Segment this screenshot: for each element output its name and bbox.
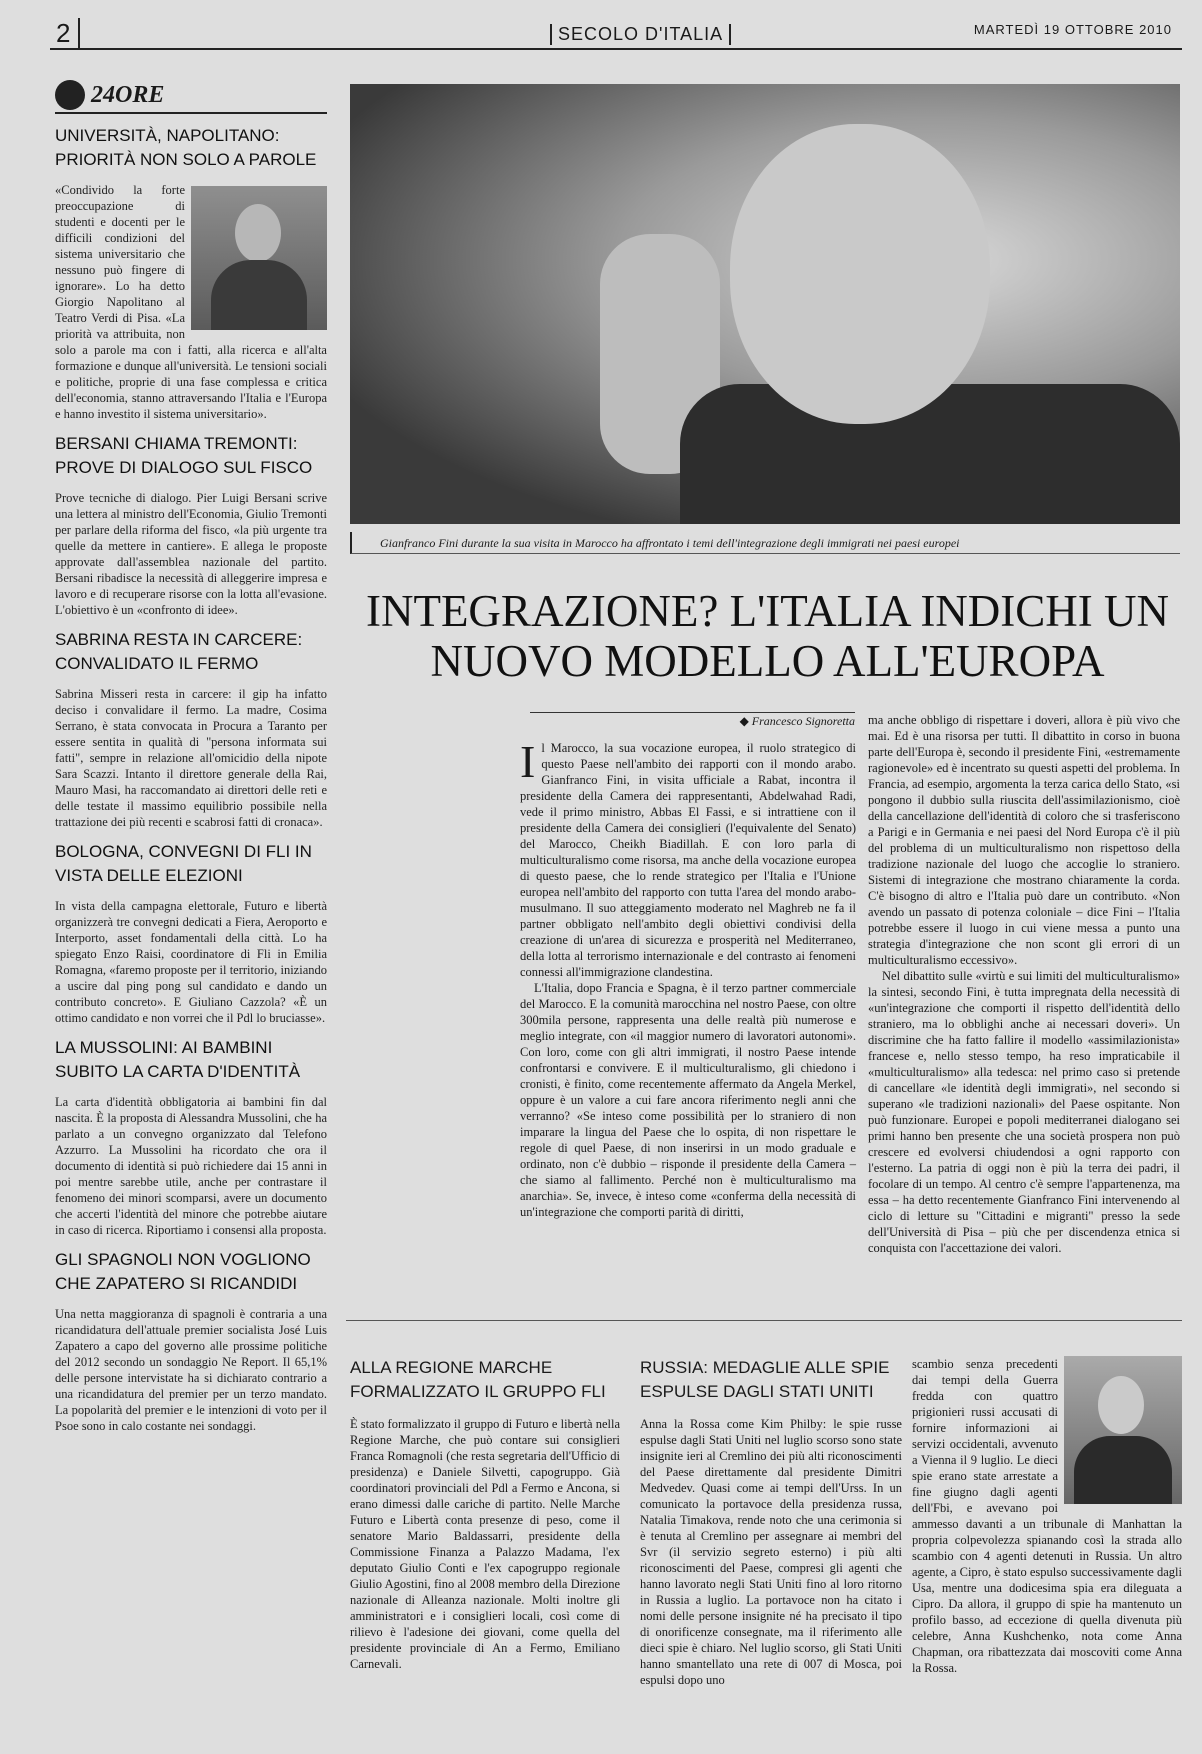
lead-photo: [350, 84, 1180, 524]
brief-item: [55, 432, 327, 618]
article-paragraph: L'Italia, dopo Francia e Spagna, è il terzo partner commerciale del Marocco. E la comunità marocchina nel nostro Paese, con oltre 300mila persone, rappresenta una delle realtà più numerose e meglio integrate, con «il maggior numero di lavoratori autonomi». Con loro, come con gli altri immigrati, il nostro Paese intende confrontarsi e convivere. E il multiculturalismo, gli chiedono i cronisti, è finito, come recentemente affermato da Angela Merkel, oppure è un valore a cui fare ancora riferimento negli anni che verranno? «Se inteso come possibilità per lo straniero di non imparare la lingua del Paese che lo ospita, di non rispettare le regole di quel Paese, di non inserirsi in un modo graduale e ordinato, non c'è dubbio – risponde il presidente della Camera – che siamo al fallimento. Perché non è multiculturalismo ma anarchia». Se, invece, è inteso come «conferma della necessità di un'integrazione che comporti parità di diritti,: [520, 981, 856, 1219]
photo-caption: Gianfranco Fini durante la sua visita in Marocco ha affrontato i temi dell'integrazione degli immigrati nei paesi europei: [350, 532, 1180, 554]
bottom-title: ALLA REGIONE MARCHE FORMALIZZATO IL GRUPPO FLI: [350, 1358, 606, 1401]
article-paragraph: Nel dibattito sulle «virtù e sui limiti del multiculturalismo» la sintesi, secondo Fini, è tutta impregnata della necessità di «un'integrazione che comporti il rispetto dell'identità dello straniero, ma lo obblighi anche ai necessari doveri». Un discrimine che ha fatto fallire il modello «assimilazionista» francese e, nello stesso tempo, ha reso impraticabile il «multiculturalismo» alla tedesca: nel primo caso si pretende di cancellare «le identità degli immigrati», nel secondo si superano «le tradizioni nazionali» del Paese ospitante. Non può funzionare. Europei e popoli mediterranei dialogano sei primi hanno ben presente che una società prospera non può crescere ed evolversi chiudendosi a ogni rapporto con l'esterno. La patria di oggi non è più la terra dei padri, il focolare di un tempo. Al centro c'è sempre l'appartenenza, ma essa – ha detto recentemente Gianfranco Fini intervenendo al ciclo di letture su "Cittadini e migranti" presso la sede dell'Università di Pisa – più che per discendenza etnica si conquista con l'accettazione dei valori.: [868, 969, 1180, 1255]
article-paragraph: ma anche obbligo di rispettare i doveri, allora è più vivo che mai. Ed è una risorsa per tutti. Il dibattito in corso in buona parte dell'Europa è, secondo il presidente Fini, «estremamente ragionevole» ed è incentrato su questi aspetti del problema. In Francia, ad esempio, argomenta la terza carica dello Stato, «si pongono il dubbio sulla riuscita dell'assimilazionismo, cioè della cancellazione dell'identità di coloro che si trasferiscono a Parigi e in Germania e nei paesi del Nord Europa c'è il più del problema di un multiculturalismo non rispettoso della tradizione nazionale del luogo che accoglie lo straniero. Sistemi di integrazione che mostrano chiaramente la corda. C'è bisogno di altro e l'Italia può dare un contributo. «Non avendo un passato di potenza coloniale – dice Fini – l'Italia potrebbe essere il luogo in cui viene messa a punto una strategia d'integrazione che non scont gli errori di un multiculturalismo eccessivo».: [868, 713, 1180, 967]
section-brand: [55, 78, 327, 114]
globe-icon: [55, 80, 85, 110]
bottom-article-russia-continued: [912, 1356, 1182, 1676]
bottom-text: Anna la Rossa come Kim Philby: le spie russe espulse dagli Stati Uniti nel luglio scorso sono state insignite ieri al Cremlino dei più alti riconoscimenti del Paese direttamente dal presidente Dimitri Medvedev. Quasi come ai tempi dell'Urss. In un comunicato la portavoce della presidenza russa, Natalia Timakova, rende noto che una cerimonia si è tenuta al Cremlino per assegnare ai membri del Svr (il servizio segreto esterno) i più alti riconoscimenti del Paese, compresi gli agenti che hanno lavorato negli Stati Uniti fino al loro ritorno in Russia a luglio. La portavoce non ha citato i nomi delle persone insignite né ha precisato il tipo di onorificenze consegnate, ma il riferimento alle dieci spie è chiaro. Nel luglio scorso, gli Stati Uniti hanno smantellato una rete di 007 di Mosca, poi espulsi dopo uno: [640, 1417, 902, 1687]
brief-item: [55, 124, 327, 422]
brief-text: La carta d'identità obbligatoria ai bambini fin dal nascita. È la proposta di Alessandra Mussolini, che ha parlato a un convegno organizzato dal Telefono Azzurro. La Mussolini ha ricordato che ora il documento di identità si può richiedere dai 15 anni in poi mentre sarebbe utile, anche per contrastare il fenomeno dei minori scomparsi, avere un documento che accerti l'identità del minore che potrebbe aiutare in caso di ricerca. Riportiamo i consensi alla proposta.: [55, 1095, 327, 1237]
news-brief-column: [55, 78, 327, 1434]
issue-date: MARTEDÌ 19 OTTOBRE 2010: [973, 22, 1172, 37]
article-column-2: [868, 712, 1180, 1300]
brief-text: Una netta maggioranza di spagnoli è contraria a una ricandidatura dell'attuale premier socialista José Luis Zapatero a capo del governo alle prossime politiche del 2012 secondo un sondaggio Ne Report. Il 65,1% delle persone intervistate ha si dichiarato contrario a una ricandidatura del premier per un terzo mandato. La popolarità del premier e le intenzioni di voto per il Psoe sono in calo costante nei sondaggi.: [55, 1307, 327, 1433]
section-brand-name: 24ORE: [91, 81, 165, 108]
brief-item: [55, 840, 327, 1026]
drop-cap: I: [520, 736, 536, 787]
page-number: 2: [56, 18, 80, 48]
article-column-1: [520, 736, 856, 1300]
bottom-text: È stato formalizzato il gruppo di Futuro e libertà nella Regione Marche, che può contare sui consiglieri Franca Romagnoli (che resta segretaria dell'Ufficio di presidenza) e Daniele Silvetti, capogruppo. Già coordinatori provinciali del Pdl a Fermo e Ancona, si erano dimessi dalle cariche di partito. Nelle Marche Futuro e Libertà conta presenze di peso, come il senatore Mario Baldassarri, presidente della Commissione Finanza a Palazzo Madama, l'ex deputato Giulio Conti e l'ex capogruppo regionale Giulio Agostini, fino al 2008 membro della Direzione nazionale di Alleanza nazionale. Molti inoltre gli amministratori e i consiglieri locali, così come di rilievo è l'adesione dei giovani, come quella del presidente provinciale di An a Fermo, Emiliano Carnevali.: [350, 1417, 620, 1671]
masthead: [50, 14, 1182, 50]
bottom-text: scambio senza precedenti dai tempi della Guerra fredda con quattro prigionieri russi accusati di fornire informazioni ai servizi occidentali, avvenuto a Vienna il 9 luglio. Le dieci spie erano state arrestate a fine giugno dagli agenti dell'Fbi, e avevano poi ammesso davanti a un tribunale di Manhattan la propria colpevolezza spianando così la strada allo scambio con 4 agenti detenuti in Russia. Un altro agente, a Cipro, è stato espulso successivamente dagli Usa, mentre una dodicesima spia era dileguata a Cipro. Da allora, il gruppo di spie ha mantenuto un profilo basso, ad eccezione di quella divenuta più celebre, Anna Kushchenko, nota come Anna Chapman, ora ribattezzata dai moscoviti come Anna la Rossa.: [912, 1357, 1182, 1675]
brief-title: SABRINA RESTA IN CARCERE: CONVALIDATO IL FERMO: [55, 630, 303, 673]
byline: ◆ Francesco Signoretta: [530, 712, 855, 729]
brief-title: UNIVERSITÀ, NAPOLITANO: PRIORITÀ NON SOLO A PAROLE: [55, 126, 317, 169]
bottom-article-russia: [640, 1356, 902, 1688]
paper-name: SECOLO D'ITALIA: [550, 24, 731, 45]
brief-item: [55, 1248, 327, 1434]
brief-item: [55, 1036, 327, 1238]
bottom-article-marche: [350, 1356, 620, 1672]
napolitano-photo: [191, 186, 327, 330]
brief-text: Sabrina Misseri resta in carcere: il gip ha infatto deciso i convalidare il fermo. La madre, Cosima Serrano, è stata convocata in Procura a Taranto per essere sentita in qualità di "persona informata sui fatti", sempre in relazione all'omicidio della nipote Sara Scazzi. Intanto il direttore generale della Rai, Mauro Masi, ha raccomandato ai direttori delle reti e delle testate il massimo equilibrio possibile nella trattazione dei più recenti e scabrosi fatti di cronaca».: [55, 687, 327, 829]
brief-title: GLI SPAGNOLI NON VOGLIONO CHE ZAPATERO SI RICANDIDI: [55, 1250, 311, 1293]
section-divider: [346, 1320, 1182, 1321]
main-headline: INTEGRAZIONE? L'ITALIA INDICHI UN NUOVO MODELLO ALL'EUROPA: [365, 586, 1170, 686]
brief-title: LA MUSSOLINI: AI BAMBINI SUBITO LA CARTA D'IDENTITÀ: [55, 1038, 301, 1081]
brief-title: BERSANI CHIAMA TREMONTI: PROVE DI DIALOGO SUL FISCO: [55, 434, 313, 477]
brief-text: Prove tecniche di dialogo. Pier Luigi Bersani scrive una lettera al ministro dell'Economia, Giulio Tremonti per parlare della riforma del fisco, «la più urgente tra quelle da mettere in cantiere». E allega le proposte approvate dall'assemblea nazionale del partito. Bersani ribadisce la necessità di alleggerire impresa e lavoro e di recuperare risorse con la lotta all'evasione. L'obiettivo è un «confronto di idee».: [55, 491, 327, 617]
brief-text: «Condivido la forte preoccupazione di studenti e docenti per le difficili condizioni del sistema universitario che nessuno può fingere di ignorare». Lo ha detto Giorgio Napolitano al Teatro Verdi di Pisa. «La priorità va attribuita, non solo a parole ma con i fatti, alla ricerca e all'alta formazione e dunque all'università. Le tensioni sociali e politiche, proprie di una fase complessa e critica dell'economia, stanno attraversando l'Italia e l'Europa e hanno investito il sistema universitario».: [55, 183, 327, 421]
article-paragraph: l Marocco, la sua vocazione europea, il ruolo strategico di questo Paese nell'ambito dei rapporti con il mondo arabo. Gianfranco Fini, in visita ufficiale a Rabat, incontra il presidente della Camera dei rappresentanti, Abdelwahad Radi, vede il primo ministro, Abbas El Fassi, e si intrattiene con il presidente della Camera dei consiglieri (l'equivalente del Senato) del Marocco, Cheikh Biadillah. E con loro parla di multiculturalismo come risorsa, ma anche della vocazione europea di questo paese, che lo rende strategico per l'Italia e l'Unione europea nell'ambito del rapporto con tutta l'area del mondo arabo-musulmano. Il suo atteggiamento moderato nel Maghreb ne fa il partner obbligato nell'ambito degli obiettivi condivisi della creazione di un'area di sicurezza e prosperità nel Mediterraneo, della lotta al terrorismo internazionale e del contrasto ai fenomeni connessi all'immigrazione clandestina.: [520, 741, 856, 979]
bottom-title: RUSSIA: MEDAGLIE ALLE SPIE ESPULSE DAGLI STATI UNITI: [640, 1358, 890, 1401]
medvedev-photo: [1064, 1356, 1182, 1504]
brief-text: In vista della campagna elettorale, Futuro e libertà organizzerà tre convegni dedicati a Fiera, Aeroporto e Interporto, asset fondamentali della città. Lo ha spiegato Enzo Raisi, coordinatore di Fli in Emilia Romagna, «faremo proposte per il territorio, iniziando a uscire dal ping pong sul candidato e dando un contributo concreto». E Giuliano Cazzola? «È un ottimo candidato e non vorrei che il Pdl lo bruciasse».: [55, 899, 327, 1025]
brief-item: [55, 628, 327, 830]
brief-title: BOLOGNA, CONVEGNI DI FLI IN VISTA DELLE ELEZIONI: [55, 842, 312, 885]
